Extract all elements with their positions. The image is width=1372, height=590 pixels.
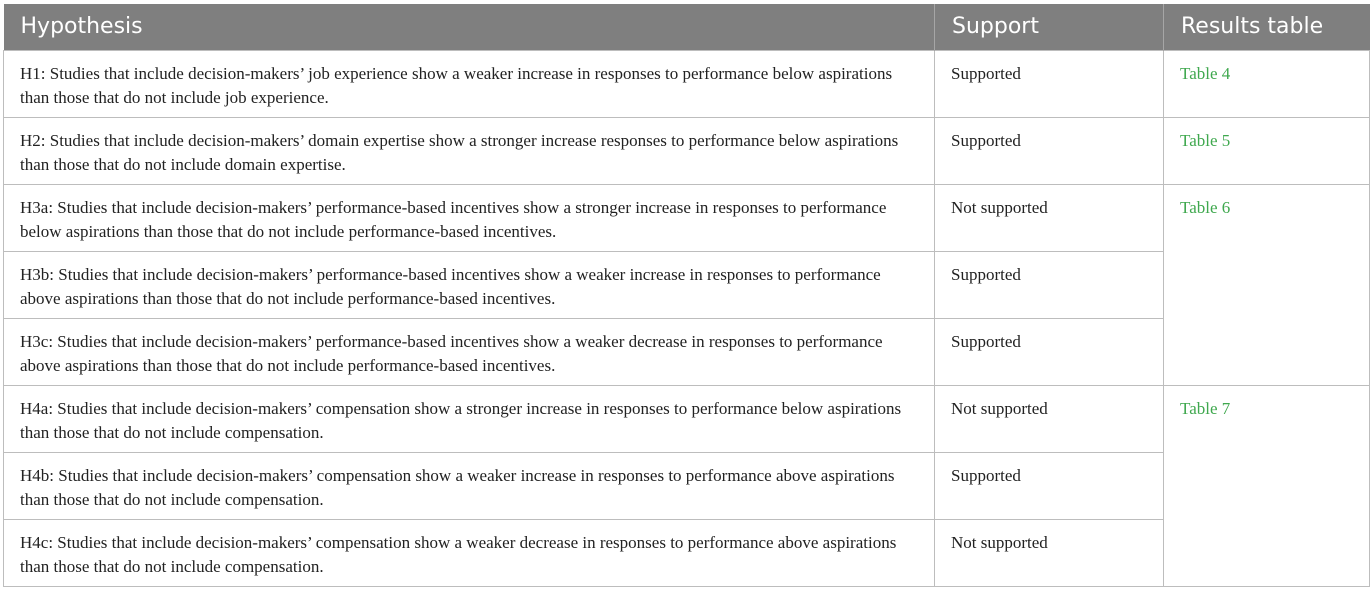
hypothesis-cell: H4a: Studies that include decision-makers’ compensation show a stronger increase in responses to performance below aspirations than those that do not include compensation. — [4, 385, 935, 452]
hypothesis-cell: H4c: Studies that include decision-makers’ compensation show a weaker decrease in responses to performance above aspirations than those that do not include compensation. — [4, 519, 935, 586]
support-cell: Supported — [935, 251, 1164, 318]
hypotheses-table — [3, 4, 1370, 587]
support-cell: Not supported — [935, 519, 1164, 586]
results-table-cell — [1164, 117, 1370, 184]
header-support: Support — [935, 4, 1164, 50]
table-header — [4, 4, 1370, 50]
table-row — [4, 385, 1370, 452]
table-row — [4, 50, 1370, 117]
table-row — [4, 184, 1370, 251]
hypothesis-cell: H3c: Studies that include decision-makers’ performance-based incentives show a weaker decrease in responses to performance above aspirations than those that do not include performance-based incentives. — [4, 318, 935, 385]
results-table-link[interactable]: Table 7 — [1180, 398, 1231, 418]
support-cell: Supported — [935, 50, 1164, 117]
support-cell: Supported — [935, 318, 1164, 385]
results-table-link[interactable]: Table 6 — [1180, 197, 1231, 217]
table-row — [4, 117, 1370, 184]
support-cell: Supported — [935, 117, 1164, 184]
hypothesis-cell: H3b: Studies that include decision-makers’ performance-based incentives show a weaker increase in responses to performance above aspirations than those that do not include performance-based incentives. — [4, 251, 935, 318]
hypothesis-cell: H1: Studies that include decision-makers’ job experience show a weaker increase in responses to performance below aspirations than those that do not include job experience. — [4, 50, 935, 117]
support-cell: Supported — [935, 452, 1164, 519]
table-body — [4, 50, 1370, 586]
hypothesis-cell: H4b: Studies that include decision-makers’ compensation show a weaker increase in responses to performance above aspirations than those that do not include compensation. — [4, 452, 935, 519]
hypothesis-cell: H2: Studies that include decision-makers’ domain expertise show a stronger increase responses to performance below aspirations than those that do not include domain expertise. — [4, 117, 935, 184]
results-table-cell — [1164, 50, 1370, 117]
results-table-link[interactable]: Table 4 — [1180, 63, 1231, 83]
results-table-cell — [1164, 184, 1370, 385]
header-row — [4, 4, 1370, 50]
support-cell: Not supported — [935, 385, 1164, 452]
header-hypothesis: Hypothesis — [4, 4, 935, 50]
support-cell: Not supported — [935, 184, 1164, 251]
header-results-table: Results table — [1164, 4, 1370, 50]
hypothesis-cell: H3a: Studies that include decision-makers’ performance-based incentives show a stronger increase in responses to performance below aspirations than those that do not include performance-based incentives. — [4, 184, 935, 251]
results-table-link[interactable]: Table 5 — [1180, 130, 1231, 150]
results-table-cell — [1164, 385, 1370, 586]
